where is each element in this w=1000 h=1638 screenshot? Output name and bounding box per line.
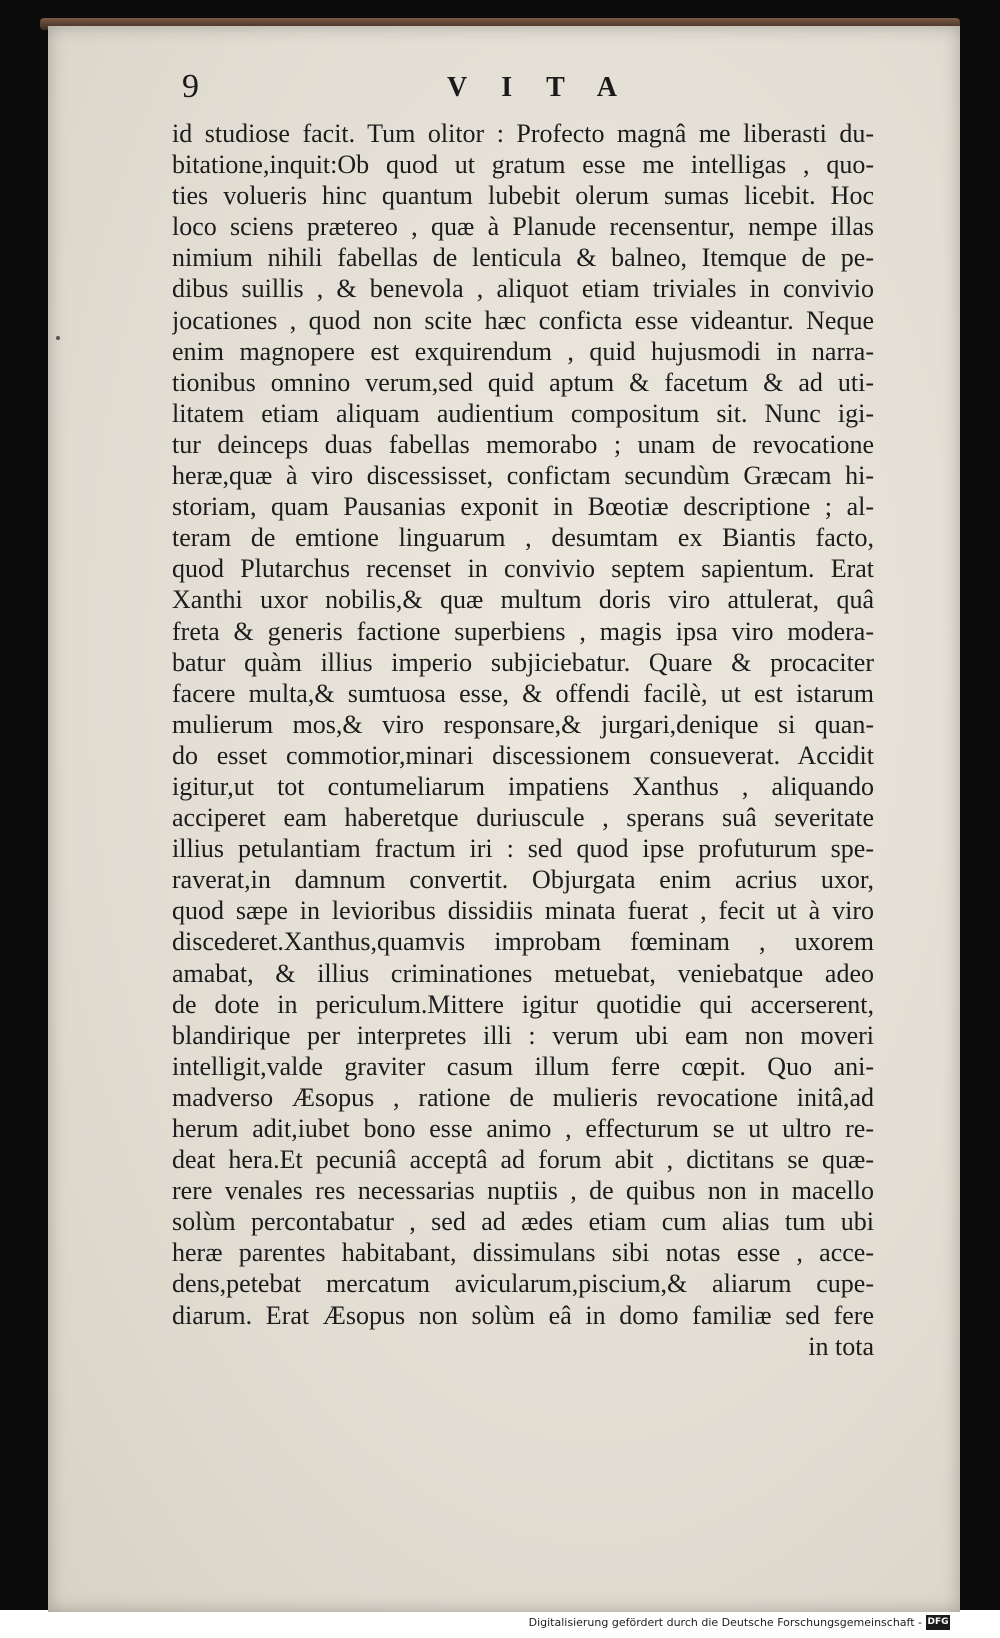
text-line: illius petulantiam fractum iri : sed quod ipse profuturum spe- xyxy=(172,834,874,864)
text-line: ties volueris hinc quantum lubebit olerum sumas licebit. Hoc xyxy=(172,181,874,211)
text-line: do esset commotior,minari discessionem consueverat. Accidit xyxy=(172,740,874,770)
text-line: raverat,in damnum convertit. Objurgata enim acrius uxor, xyxy=(172,865,874,895)
text-line: heræ parentes habitabant, dissimulans sibi notas esse , acce- xyxy=(172,1238,874,1268)
catchword: in tota xyxy=(808,1331,874,1361)
text-line: heræ,quæ à viro discessisset, confictam secundùm Græcam hi- xyxy=(172,461,874,491)
text-line: litatem etiam aliquam audientium compositum sit. Nunc igi- xyxy=(172,398,874,428)
text-line: dens,petebat mercatum avicularum,piscium,& aliarum cupe- xyxy=(172,1269,874,1299)
text-line: acciperet eam haberetque duriuscule , sperans suâ severitate xyxy=(172,803,874,833)
text-line: blandirique per interpretes illi : verum ubi eam non moveri xyxy=(172,1020,874,1050)
text-line: intelligit,valde graviter casum illum ferre cœpit. Quo ani- xyxy=(172,1051,874,1081)
text-line: solùm percontabatur , sed ad ædes etiam cum alias tum ubi xyxy=(172,1207,874,1237)
funding-credit: Digitalisierung gefördert durch die Deutsche Forschungsgemeinschaft - xyxy=(528,1616,922,1629)
text-line: quod sæpe in levioribus dissidiis minata fuerat , fecit ut à viro xyxy=(172,896,874,926)
body-text xyxy=(172,118,874,1362)
text-line: id studiose facit. Tum olitor : Profecto magnâ me liberasti du- xyxy=(172,119,874,148)
text-line: jocationes , quod non scite hæc conficta esse videantur. Neque xyxy=(172,305,874,335)
dfg-logo: DFG xyxy=(926,1615,950,1630)
text-line: enim magnopere est exquirendum , quid hujusmodi in narra- xyxy=(172,336,874,366)
text-line: Xanthi uxor nobilis,& quæ multum doris viro attulerat, quâ xyxy=(172,585,874,615)
text-line: herum adit,iubet bono esse animo , effecturum se ut ultro re- xyxy=(172,1114,874,1143)
text-line: tionibus omnino verum,sed quid aptum & facetum & ad uti- xyxy=(172,367,874,397)
text-line: deat hera.Et pecuniâ acceptâ ad forum abit , dictitans se quæ- xyxy=(172,1145,874,1175)
text-line: madverso Æsopus , ratione de mulieris revocatione initâ,ad xyxy=(172,1082,874,1112)
text-line: tur deinceps duas fabellas memorabo ; unam de revocatione xyxy=(172,429,874,459)
text-line: batur quàm illius imperio subjiciebatur. Quare & procaciter xyxy=(172,647,874,677)
text-line: de dote in periculum.Mittere igitur quotidie qui accerserent, xyxy=(172,989,874,1019)
text-line: bitatione,inquit:Ob quod ut gratum esse me intelligas , quo- xyxy=(172,150,874,180)
text-line: nimium nihili fabellas de lenticula & balneo, Itemque de pe- xyxy=(172,243,874,273)
margin-mark xyxy=(56,336,60,340)
text-line: loco sciens prætereo , quæ à Planude recensentur, nempe illas xyxy=(172,212,874,242)
page-number: 9 xyxy=(182,68,199,105)
text-line: mulierum mos,& viro responsare,& jurgari,denique si quan- xyxy=(172,709,874,739)
text-line: igitur,ut tot contumeliarum impatiens Xanthus , aliquando xyxy=(172,771,874,801)
text-line: diarum. Erat Æsopus non solùm eâ in domo familiæ sed fere xyxy=(172,1300,874,1330)
digitization-footer xyxy=(0,1612,1000,1638)
text-line: facere multa,& sumtuosa esse, & offendi facilè, ut est istarum xyxy=(172,678,874,708)
running-head xyxy=(182,68,742,114)
text-line: storiam, quam Pausanias exponit in Bœotiæ descriptione ; al- xyxy=(172,492,874,522)
text-line: dibus suillis , & benevola , aliquot etiam triviales in convivio xyxy=(172,274,874,304)
text-line: amabat, & illius criminationes metuebat, veniebatque adeo xyxy=(172,958,874,988)
text-line: freta & generis factione superbiens , magis ipsa viro modera- xyxy=(172,616,874,646)
running-title: VITA xyxy=(447,72,651,103)
text-line: quod Plutarchus recenset in convivio septem sapientum. Erat xyxy=(172,554,874,584)
text-line: rere venales res necessarias nuptiis , de quibus non in macello xyxy=(172,1176,874,1206)
text-line: discederet.Xanthus,quamvis improbam fœminam , uxorem xyxy=(172,927,874,957)
text-line: teram de emtione linguarum , desumtam ex Biantis facto, xyxy=(172,523,874,553)
